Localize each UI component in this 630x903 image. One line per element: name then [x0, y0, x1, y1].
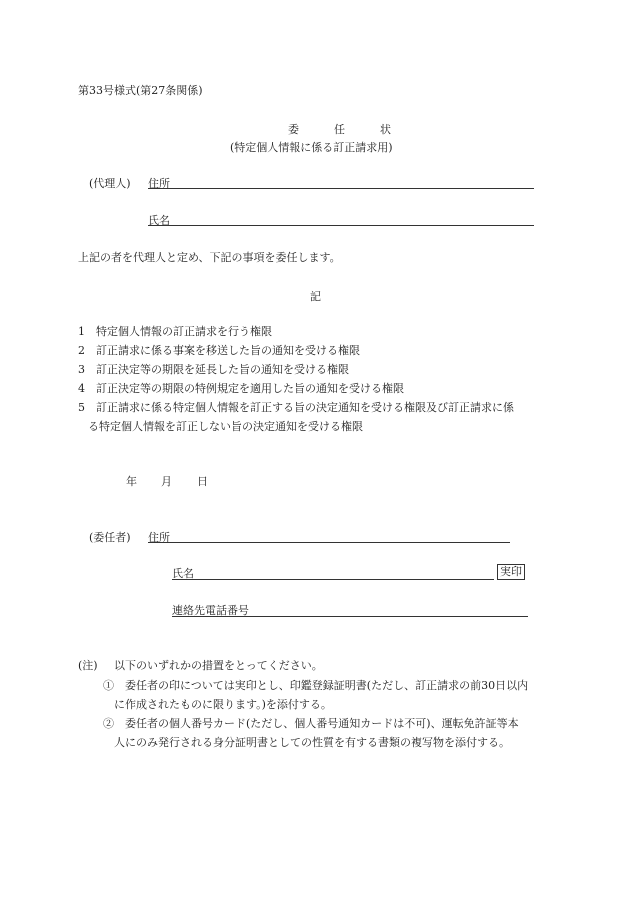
principal-label: (委任者) [89, 531, 131, 544]
list-item-continuation: る特定個人情報を訂正しない旨の決定通知を受ける権限 [88, 420, 363, 433]
note-2-continuation: 人にのみ発行される身分証明書としての性質を有する書類の複写物を添付する。 [114, 736, 510, 749]
note-1-continuation: に作成されたものに限ります。)を添付する。 [114, 698, 332, 711]
principal-phone-line [172, 616, 528, 617]
list-item: 4 訂正決定等の期限の特例規定を適用した旨の通知を受ける権限 [78, 382, 404, 395]
agent-label: (代理人) [89, 177, 131, 190]
list-item: 3 訂正決定等の期限を延長した旨の通知を受ける権限 [78, 363, 349, 376]
document-subtitle: (特定個人情報に係る訂正請求用) [230, 141, 393, 154]
delegation-statement: 上記の者を代理人と定め、下記の事項を委任します。 [78, 251, 341, 264]
agent-address-line [148, 188, 534, 189]
notes-label: (注) [78, 659, 98, 672]
form-number: 第33号様式(第27条関係) [78, 84, 203, 97]
list-item: 2 訂正請求に係る事案を移送した旨の通知を受ける権限 [78, 344, 360, 357]
principal-address-line [148, 542, 510, 543]
date-month: 月 [161, 475, 172, 488]
principal-name-label: 氏名 [172, 567, 194, 580]
agent-name-label: 氏名 [148, 214, 170, 227]
ki-heading: 記 [310, 290, 321, 303]
document-title: 委 任 状 [288, 123, 403, 136]
note-1: ① 委任者の印については実印とし、印鑑登録証明書(ただし、訂正請求の前30日以内 [103, 679, 529, 692]
date-day: 日 [197, 475, 208, 488]
seal-box: 実印 [497, 564, 525, 580]
date-year: 年 [126, 475, 137, 488]
principal-address-label: 住所 [148, 531, 170, 544]
agent-address-label: 住所 [148, 177, 170, 190]
agent-name-line [148, 225, 534, 226]
notes-intro: 以下のいずれかの措置をとってください。 [114, 659, 323, 672]
principal-phone-label: 連絡先電話番号 [172, 604, 249, 617]
list-item: 1 特定個人情報の訂正請求を行う権限 [78, 325, 272, 338]
note-2: ② 委任者の個人番号カード(ただし、個人番号通知カードは不可)、運転免許証等本 [103, 717, 519, 730]
list-item: 5 訂正請求に係る特定個人情報を訂正する旨の決定通知を受ける権限及び訂正請求に係 [78, 401, 514, 414]
principal-name-line [172, 579, 494, 580]
